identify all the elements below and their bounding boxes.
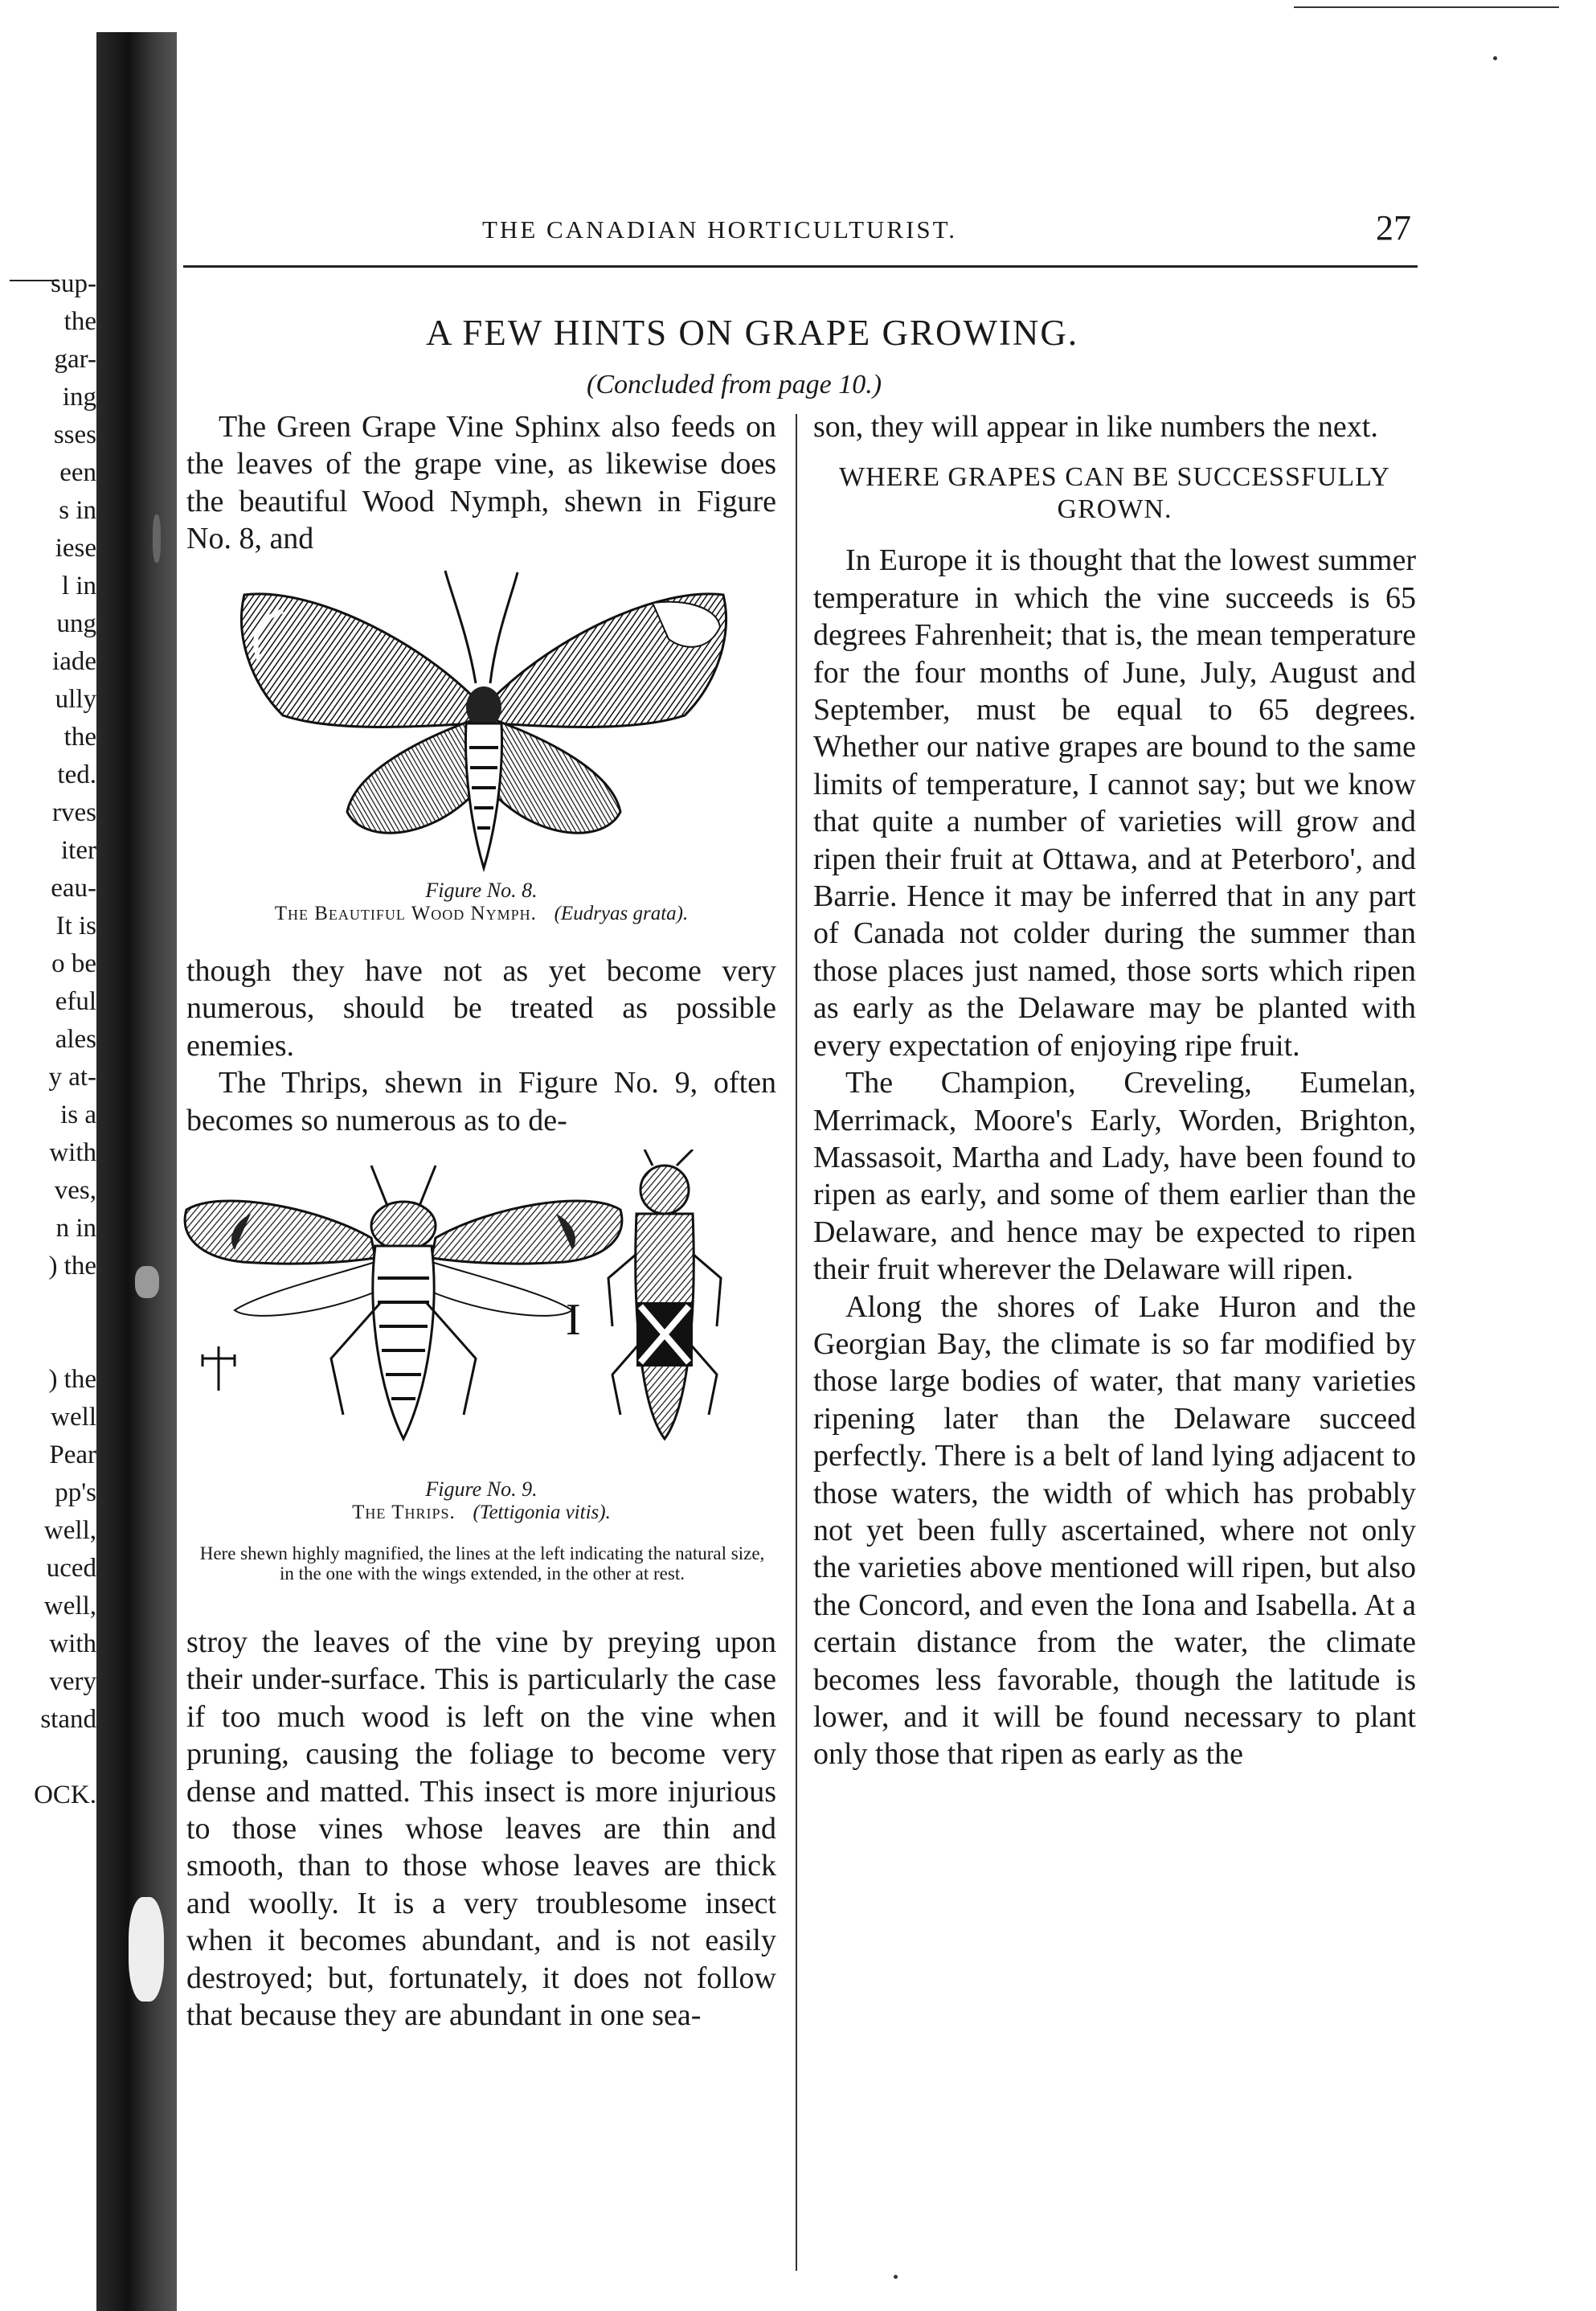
- figure-9-number: Figure No. 9.: [425, 1477, 538, 1501]
- margin-fragment: well,: [43, 1592, 96, 1621]
- margin-fragment: ing: [62, 383, 96, 412]
- figure-8-latin: (Eudryas grata).: [554, 903, 689, 924]
- margin-fragment: Pear: [49, 1440, 96, 1469]
- figure-8-caption: [186, 879, 776, 925]
- margin-fragment: ) the: [48, 1252, 96, 1280]
- natural-size-mark: I: [566, 1295, 581, 1345]
- margin-fragment: ales: [55, 1025, 96, 1054]
- margin-fragment: with: [49, 1138, 96, 1167]
- figure-9-latin: (Tettigonia vitis).: [473, 1502, 611, 1523]
- margin-fragment: sses: [53, 420, 96, 449]
- speck: [1493, 56, 1497, 60]
- section-heading: WHERE GRAPES CAN BE SUCCESSFULLY GROWN.: [838, 462, 1391, 525]
- margin-fragment: pp's: [55, 1478, 96, 1507]
- left-column-middle: [186, 953, 776, 1139]
- margin-fragment: een: [59, 458, 96, 487]
- paragraph: though they have not as yet become very numerous, should be treated as possible enemies.: [186, 954, 776, 1063]
- margin-fragment: [0, 1323, 96, 1361]
- margin-fragment: the: [63, 723, 96, 752]
- article-title: A FEW HINTS ON GRAPE GROWING.: [426, 313, 1079, 353]
- figure-9-note: Here shewn highly magnified, the lines at the left indicating the natural size, in the one with the wings extended, in the other at rest.: [199, 1543, 765, 1584]
- margin-fragment: is a: [60, 1100, 96, 1129]
- left-column-top: [186, 408, 776, 558]
- margin-fragment: rves: [52, 798, 96, 827]
- figure-9-title: The Thrips.: [352, 1502, 456, 1523]
- page-number: 27: [1376, 208, 1411, 248]
- paragraph: In Europe it is thought that the lowest summer temperature in which the vine succeeds is 65 degrees Fahrenheit; that is, the mean temperature for the four months of June, July, August and September, must be equal to 65 degrees. Whether our native grapes are bound to the same limits of temperature, I cannot say; but we know that quite a number of varieties will grow and ripen their fruit at Ottawa, and at Peterboro', and Barrie. Hence it may be inferred that in any part of Canada not colder during the summer than those places just named, those sorts which ripen as early as the Delaware may be planted with every expectation of enjoying ripe fruit.: [813, 543, 1416, 1063]
- margin-fragment: sup-: [51, 269, 96, 298]
- margin-fragment: with: [49, 1629, 96, 1658]
- margin-fragment: stand: [40, 1705, 96, 1734]
- binding-gutter: [96, 32, 177, 2311]
- paragraph: The Green Grape Vine Sphinx also feeds on the leaves of the grape vine, as likewise does the beautiful Wood Nymph, shewn in Figure No. 8, and: [186, 410, 776, 556]
- margin-fragment: uced: [46, 1554, 96, 1583]
- margin-fragment: well,: [43, 1516, 96, 1545]
- margin-fragment: iter: [61, 836, 96, 865]
- margin-fragment: ung: [56, 609, 96, 638]
- paragraph: The Champion, Creveling, Eumelan, Merrimack, Moore's Early, Worden, Brighton, Massasoit, Martha and Lady, have been found to ripen as early, and some of them earlier than the Delaware, and hence may be expected to ripen their fruit wherever the Delaware will ripen.: [813, 1066, 1416, 1287]
- margin-fragment: o be: [51, 949, 96, 978]
- figure-8-title-line: [186, 903, 776, 925]
- figure-8-title: The Beautiful Wood Nymph.: [274, 903, 537, 924]
- margin-fragment: n in: [55, 1214, 96, 1243]
- figure-8-number: Figure No. 8.: [425, 879, 538, 902]
- concluded-note: (Concluded from page 10.): [587, 370, 882, 400]
- margin-fragment: s in: [59, 496, 96, 525]
- margin-fragment: ves,: [54, 1176, 96, 1205]
- margin-fragment: ) the: [48, 1365, 96, 1394]
- head-rule: [183, 265, 1418, 268]
- running-head: THE CANADIAN HORTICULTURIST.: [482, 215, 958, 244]
- margin-fragment: ully: [55, 685, 96, 714]
- paragraph: son, they will appear in like numbers the next.: [813, 410, 1378, 444]
- wood-nymph-moth-illustration: [235, 563, 733, 876]
- margin-fragment: very: [49, 1667, 96, 1696]
- margin-fragment: eful: [55, 987, 96, 1016]
- figure-9-caption: [186, 1477, 776, 1524]
- margin-fragment: gar-: [54, 345, 96, 374]
- column-rule: [796, 414, 797, 2271]
- paragraph: stroy the leaves of the vine by preying upon their under-surface. This is particularly the case if too much wood is left on the vine when pruning, causing the foliage to become very dense and matted. This insect is more injurious to those vines whose leaves are thin and smooth, than to those whose leaves are thick and woolly. It is a very troublesome insect when it becomes abundant, and is not easily destroyed; but, fortunately, it does not follow that because they are abundant in one sea-: [186, 1625, 776, 2033]
- top-edge-rule: [1294, 6, 1559, 8]
- speck: [894, 2275, 898, 2279]
- right-column: [813, 408, 1416, 1773]
- margin-fragment: well: [51, 1403, 96, 1432]
- margin-fragment: the: [63, 307, 96, 336]
- margin-fragment: It is: [55, 912, 96, 940]
- margin-fragment: iade: [52, 647, 96, 676]
- margin-fragment: iese: [55, 534, 96, 563]
- thrips-illustration: [170, 1149, 781, 1471]
- figure-9-title-line: [186, 1502, 776, 1524]
- margin-fragment: [0, 1739, 96, 1776]
- facing-page-margin-text: [0, 265, 96, 1814]
- margin-fragment: y at-: [48, 1063, 96, 1092]
- margin-fragment: [0, 1285, 96, 1323]
- paragraph: Along the shores of Lake Huron and the Georgian Bay, the climate is so far modified by those large bodies of water, that many varieties ripening later than the Delaware succeed perfectly. There is a belt of land lying adjacent to those waters, the width of which has probably not yet been fully ascertained, where not only the varieties above mentioned will ripen, but also the Concord, and even the Iona and Isabella. At a certain distance from the water, the climate becomes less favorable, though the latitude is lower, and it will be found necessary to plant only those that ripen as early as the: [813, 1289, 1416, 1772]
- paragraph: The Thrips, shewn in Figure No. 9, often becomes so numerous as to de-: [186, 1066, 776, 1137]
- margin-fragment: l in: [61, 572, 96, 600]
- margin-fragment: eau-: [51, 874, 96, 903]
- margin-fragment: ted.: [57, 760, 96, 789]
- left-column-bottom: [186, 1624, 776, 2034]
- margin-fragment: OCK.: [34, 1780, 96, 1809]
